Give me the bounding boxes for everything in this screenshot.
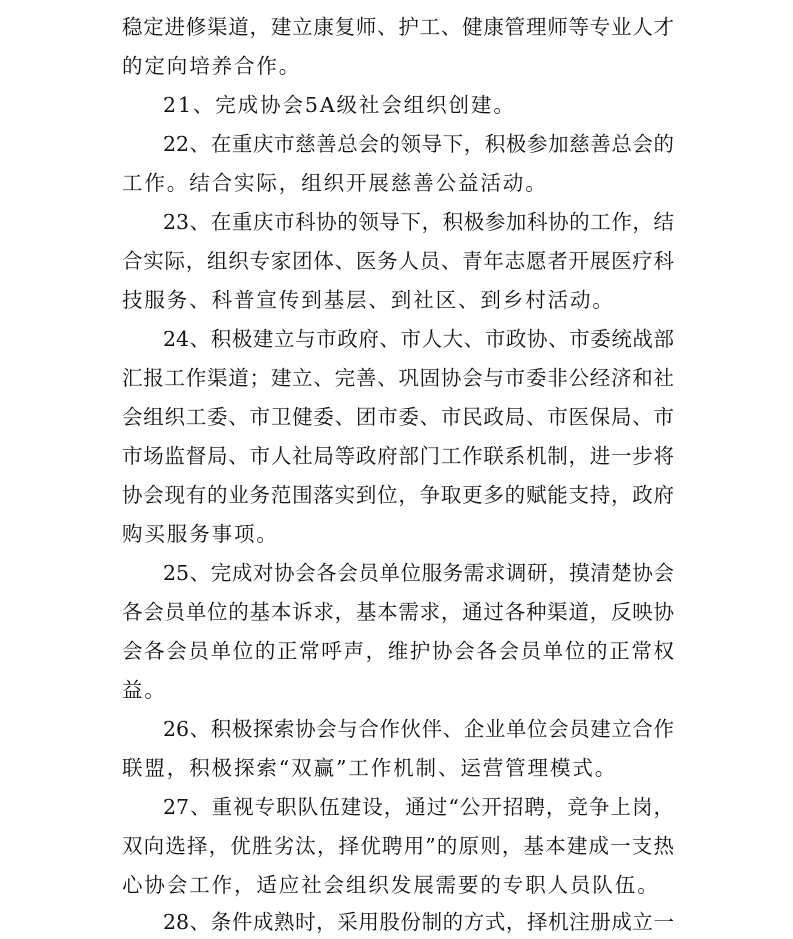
- text-line: 心协会工作，适应社会组织发展需要的专职人员队伍。: [122, 873, 660, 897]
- text-line: 汇报工作渠道；建立、完善、巩固协会与市委非公经济和社: [122, 366, 674, 390]
- text-line: 27、重视专职队伍建设，通过“公开招聘，竞争上岗，: [163, 795, 674, 819]
- text-line: 市场监督局、市人社局等政府部门工作联系机制，进一步将: [122, 444, 674, 468]
- text-line: 购买服务事项。: [122, 522, 279, 546]
- text-line: 的定向培养合作。: [122, 54, 302, 78]
- text-line: 稳定进修渠道，建立康复师、护工、健康管理师等专业人才: [122, 15, 674, 39]
- text-line: 26、积极探索协会与合作伙伴、企业单位会员建立合作: [163, 717, 674, 741]
- text-line: 益。: [122, 678, 167, 702]
- text-line: 28、条件成熟时，采用股份制的方式，择机注册成立一: [163, 910, 674, 934]
- text-line: 各会员单位的基本诉求，基本需求，通过各种渠道，反映协: [122, 600, 674, 624]
- text-line: 25、完成对协会各会员单位服务需求调研，摸清楚协会: [163, 561, 674, 585]
- text-line: 技服务、科普宣传到基层、到社区、到乡村活动。: [122, 288, 615, 312]
- text-line: 合实际，组织专家团体、医务人员、青年志愿者开展医疗科: [122, 249, 674, 273]
- text-line: 协会现有的业务范围落实到位，争取更多的赋能支持，政府: [122, 483, 674, 507]
- text-line: 22、在重庆市慈善总会的领导下，积极参加慈善总会的: [163, 132, 674, 156]
- text-line: 21、完成协会5A级社会组织创建。: [163, 93, 516, 117]
- text-line: 会各会员单位的正常呼声，维护协会各会员单位的正常权: [122, 639, 674, 663]
- text-line: 工作。结合实际，组织开展慈善公益活动。: [122, 171, 548, 195]
- text-line: 双向选择，优胜劣汰，择优聘用”的原则，基本建成一支热: [122, 834, 674, 858]
- text-line: 24、积极建立与市政府、市人大、市政协、市委统战部: [163, 327, 674, 351]
- text-line: 23、在重庆市科协的领导下，积极参加科协的工作，结: [163, 210, 674, 234]
- text-line: 联盟，积极探索“双赢”工作机制、运营管理模式。: [122, 756, 618, 780]
- text-line: 会组织工委、市卫健委、团市委、市民政局、市医保局、市: [122, 405, 674, 429]
